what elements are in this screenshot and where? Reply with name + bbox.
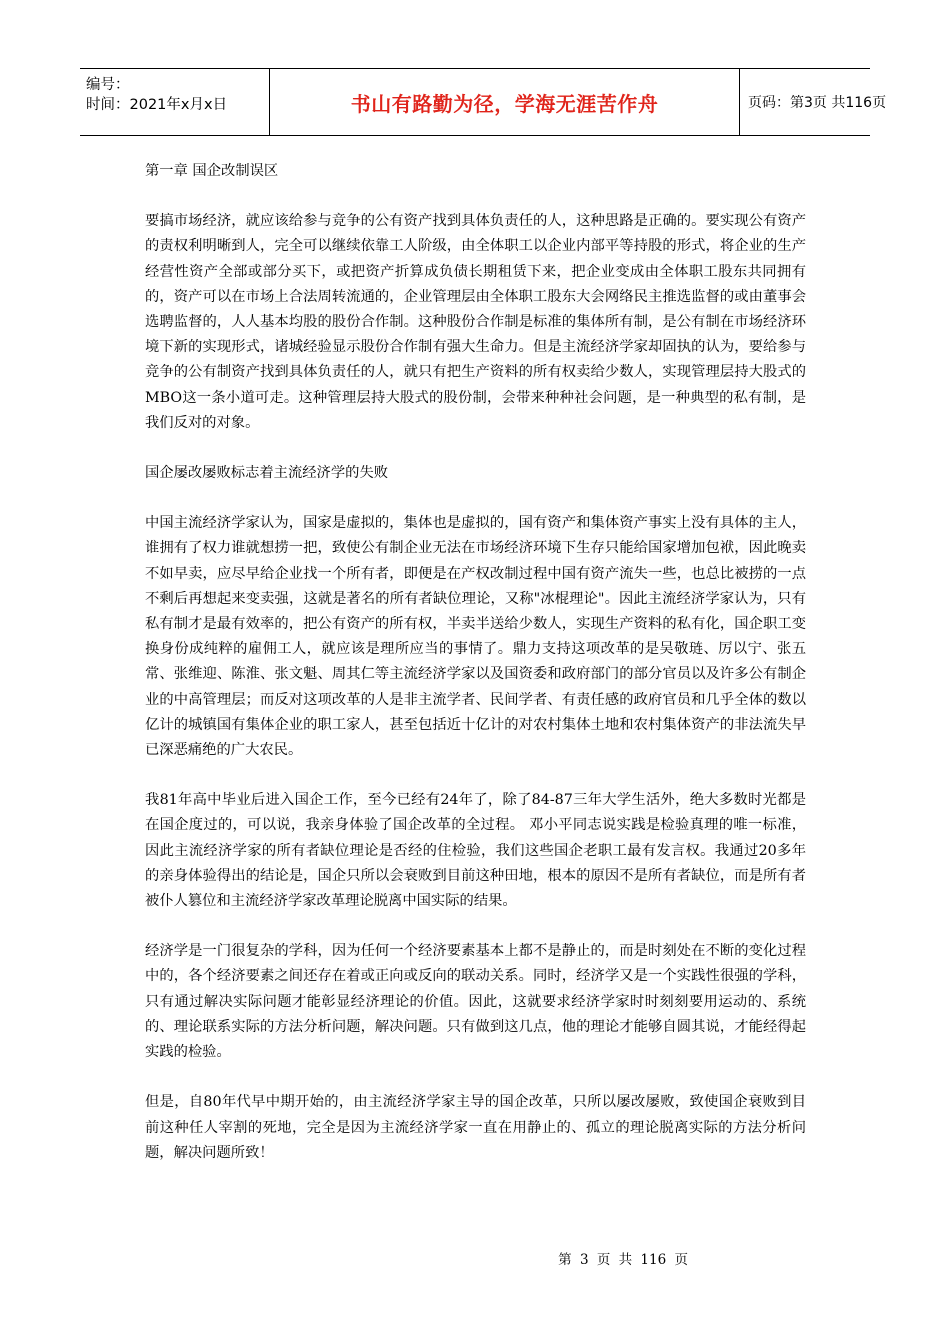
page-footer: [0, 1248, 950, 1268]
document-body: [145, 159, 806, 1191]
document-number-label: 编号：: [86, 77, 130, 93]
chapter-heading: 第一章 国企改制误区: [145, 163, 279, 179]
header-meta: [80, 69, 270, 135]
page-header: [80, 68, 887, 136]
header-motto: 书山有路勤为径，学海无涯苦作舟: [270, 69, 740, 135]
paragraph-1: 要搞市场经济，就应该给参与竞争的公有资产找到具体负责任的人，这种思路是正确的。要实现公有资产的责权利明晰到人，完全可以继续依靠工人阶级，由全体职工以企业内部平等持股的形式，将企业的生产经营性资产全部或部分买下，或把资产折算成负债长期租赁下来，把企业变成由全体职工股东共同拥有的，资产可以在市场上合法周转流通的，企业管理层由全体职工股东大会网络民主推选监督的或由董事会选聘监督的，人人基本均股的股份合作制。这种股份合作制是标准的集体所有制，是公有制在市场经济环境下新的实现形式，诸城经验显示股份合作制有强大生命力。但是主流经济学家却固执的认为，要给参与竞争的公有制资产找到具体负责任的人，就只有把生产资料的所有权卖给少数人，实现管理层持大股式的MBO这一条小道可走。这种管理层持大股式的股份制，会带来种种社会问题，是一种典型的私有制，是我们反对的对象。: [145, 213, 806, 431]
document-date-label: 时间：2021年x月x日: [86, 97, 228, 113]
paragraph-2: 中国主流经济学家认为，国家是虚拟的，集体也是虚拟的，国有资产和集体资产事实上没有具体的主人，谁拥有了权力谁就想捞一把，致使公有制企业无法在市场经济环境下生存只能给国家增加包袱，因此晚卖不如早卖，应尽早给企业找一个所有者，即便是在产权改制过程中国有资产流失一些，也总比被捞的一点不剩后再想起来变卖强，这就是著名的所有者缺位理论，又称"冰棍理论"。因此主流经济学家认为，只有私有制才是最有效率的，把公有资产的所有权，半卖半送给少数人，实现生产资料的私有化，国企职工变换身份成纯粹的雇佣工人，就应该是理所应当的事情了。鼎力支持这项改革的是吴敬琏、厉以宁、张五常、张维迎、陈淮、张文魁、周其仁等主流经济学家以及国资委和政府部门的部分官员以及许多公有制企业的中高管理层；而反对这项改革的人是非主流学者、民间学者、有责任感的政府官员和几乎全体的数以亿计的城镇国有集体企业的职工家人，甚至包括近十亿计的对农村集体土地和农村集体资产的非法流失早已深恶痛绝的广大农民。: [145, 515, 806, 759]
footer-page-number: 第 3 页 共 116 页: [558, 1252, 688, 1268]
section-heading: 国企屡改屡败标志着主流经济学的失败: [145, 465, 389, 482]
paragraph-4: 经济学是一门很复杂的学科，因为任何一个经济要素基本上都不是静止的，而是时刻处在不断的变化过程中的，各个经济要素之间还存在着或正向或反向的联动关系。同时，经济学又是一个实践性很强的学科，只有通过解决实际问题才能彰显经济理论的价值。因此，这就要求经济学家时时刻刻要用运动的、系统的、理论联系实际的方法分析问题，解决问题。只有做到这几点，他的理论才能够自圆其说，才能经得起实践的检验。: [145, 943, 806, 1061]
paragraph-5: 但是，自80年代早中期开始的，由主流经济学家主导的国企改革，只所以屡改屡败，致使国企衰败到目前这种任人宰割的死地，完全是因为主流经济学家一直在用静止的、孤立的理论脱离实际的方法分析问题，解决问题所致！: [145, 1094, 806, 1161]
header-page-info: 页码：第3页 共116页: [748, 95, 887, 111]
paragraph-3: 我81年高中毕业后进入国企工作，至今已经有24年了，除了84-87三年大学生活外，绝大多数时光都是在国企度过的，可以说，我亲身体验了国企改革的全过程。 邓小平同志说实践是检验真理的唯一标准，因此主流经济学家的所有者缺位理论是否经的住检验，我们这些国企老职工最有发言权。我通过20多年的亲身体验得出的结论是，国企只所以会衰败到目前这种田地，根本的原因不是所有者缺位，而是所有者被仆人篡位和主流经济学家改革理论脱离中国实际的结果。: [145, 792, 806, 910]
